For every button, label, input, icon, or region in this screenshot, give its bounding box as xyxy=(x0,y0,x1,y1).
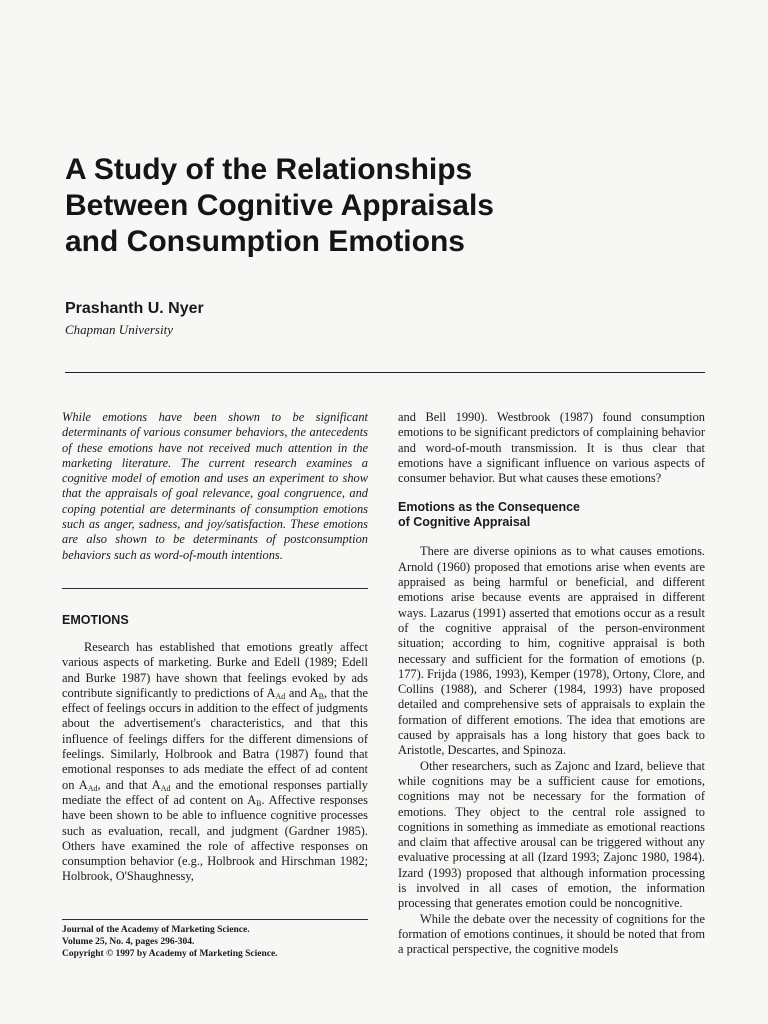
appraisal-paragraph-1: There are diverse opinions as to what causes emotions. Arnold (1960) proposed that emotions arise when events are appraised as being harmful or beneficial, and different emotions arise because events are appraised in different ways. Lazarus (1991) asserted that emotions occur as a result of the cognitive appraisal of the person-environment situation; according to him, cognitive appraisal is both necessary and sufficient for the formation of emotions (p. 177). Frijda (1986, 1993), Kemper (1978), Ortony, Clore, and Collins (1988), and Scherer (1984, 1993) have proposed detailed and comprehensive sets of appraisals to explain the formation of different emotions. The idea that emotions are caused by appraisals has a long history that goes back to Aristotle, Descartes, and Spinoza. xyxy=(398,544,705,758)
continuation-paragraph: and Bell 1990). Westbrook (1987) found consumption emotions to be significant predictors of complaining behavior and word-of-mouth transmission. It is thus clear that emotions have a significant influence on various aspects of consumer behavior. But what causes these emotions? xyxy=(398,410,705,486)
subsection-heading-line-2: of Cognitive Appraisal xyxy=(398,515,531,530)
emotions-text-f: . Affective responses have been shown to be able to influence cognitive processes such as evaluation, recall, and judgment (Gardner 1985). Others have examined the role of affective responses on consumption behavior (e.g., Holbrook and Hirschman 1982; Holbrook, O'Shaughnessy, xyxy=(62,792,369,884)
emotions-text-b: and A xyxy=(285,685,319,700)
author-name: Prashanth U. Nyer xyxy=(65,300,204,317)
emotions-text-a: Research has established that emotions greatly affect various aspects of marketing. Burke and Edell (1989; Edell and Burke 1987) have shown that feelings evoked by ads contribute significantly to predictions of A xyxy=(62,639,368,700)
section-heading-emotions: EMOTIONS xyxy=(62,612,129,627)
right-column xyxy=(398,410,705,958)
title-line-3: and Consumption Emotions xyxy=(65,225,465,258)
subscript-ad: Ad xyxy=(275,691,286,701)
emotions-paragraph xyxy=(62,640,368,885)
abstract: While emotions have been shown to be significant determinants of various consumer behaviors, the antecedents of these emotions have not received much attention in the marketing literature. The current research examines a cognitive model of emotion and uses an experiment to show that the appraisals of goal relevance, goal congruence, and coping potential are determinants of consumption emotions such as anger, sadness, and joy/satisfaction. These emotions are also shown to be determinants of postconsumption behaviors such as word-of-mouth intentions. xyxy=(62,410,368,562)
article-title xyxy=(65,152,705,260)
header-rule xyxy=(65,372,705,373)
subsection-heading-appraisal xyxy=(398,500,705,530)
title-line-2: Between Cognitive Appraisals xyxy=(65,189,494,222)
subsection-heading-line-1: Emotions as the Consequence xyxy=(398,500,580,515)
footnote-copyright: Copyright © 1997 by Academy of Marketing Science. xyxy=(62,949,278,959)
emotions-text-d: , and that A xyxy=(97,777,161,792)
footnote-volume: Volume 25, No. 4, pages 296-304. xyxy=(62,937,195,947)
left-column xyxy=(62,410,368,885)
appraisal-paragraph-3: While the debate over the necessity of cognitions for the formation of emotions continues, it should be noted that from a practical perspective, the cognitive models xyxy=(398,911,705,957)
emotions-text-e: and the emotional responses partially mediate the effect of ad content on A xyxy=(62,777,369,807)
subscript-ad: Ad xyxy=(160,783,171,793)
subscript-b: B xyxy=(256,798,262,808)
title-line-1: A Study of the Relationships xyxy=(65,153,473,186)
appraisal-paragraph-2: Other researchers, such as Zajonc and Izard, believe that while cognitions may be a sufficient cause for emotions, cognitions may not be necessary for the formation of emotions. They object to the central role assigned to cognitions in something as immediate as emotional reactions and claim that affective arousal can be triggered without any evaluative processing at all (Izard 1993; Zajonc 1980, 1984). Izard (1993) proposed that although information processing is involved in all cases of emotion, the information processing that generates emotion could be noncognitive. xyxy=(398,758,705,911)
footnote-journal: Journal of the Academy of Marketing Science. xyxy=(62,925,250,935)
author-affiliation: Chapman University xyxy=(65,322,173,337)
emotions-text-c: , that the effect of feelings occurs in addition to the effect of judgments about the advertisement's characteristics, and that this influence of feelings differs for the different dimensions of feelings. Similarly, Holbrook and Batra (1987) found that emotional responses to ads mediate the effect of ad content on A xyxy=(62,685,369,792)
journal-footnote xyxy=(62,919,368,960)
abstract-rule xyxy=(62,588,368,589)
subscript-ad: Ad xyxy=(87,783,98,793)
subscript-b: B xyxy=(318,691,324,701)
